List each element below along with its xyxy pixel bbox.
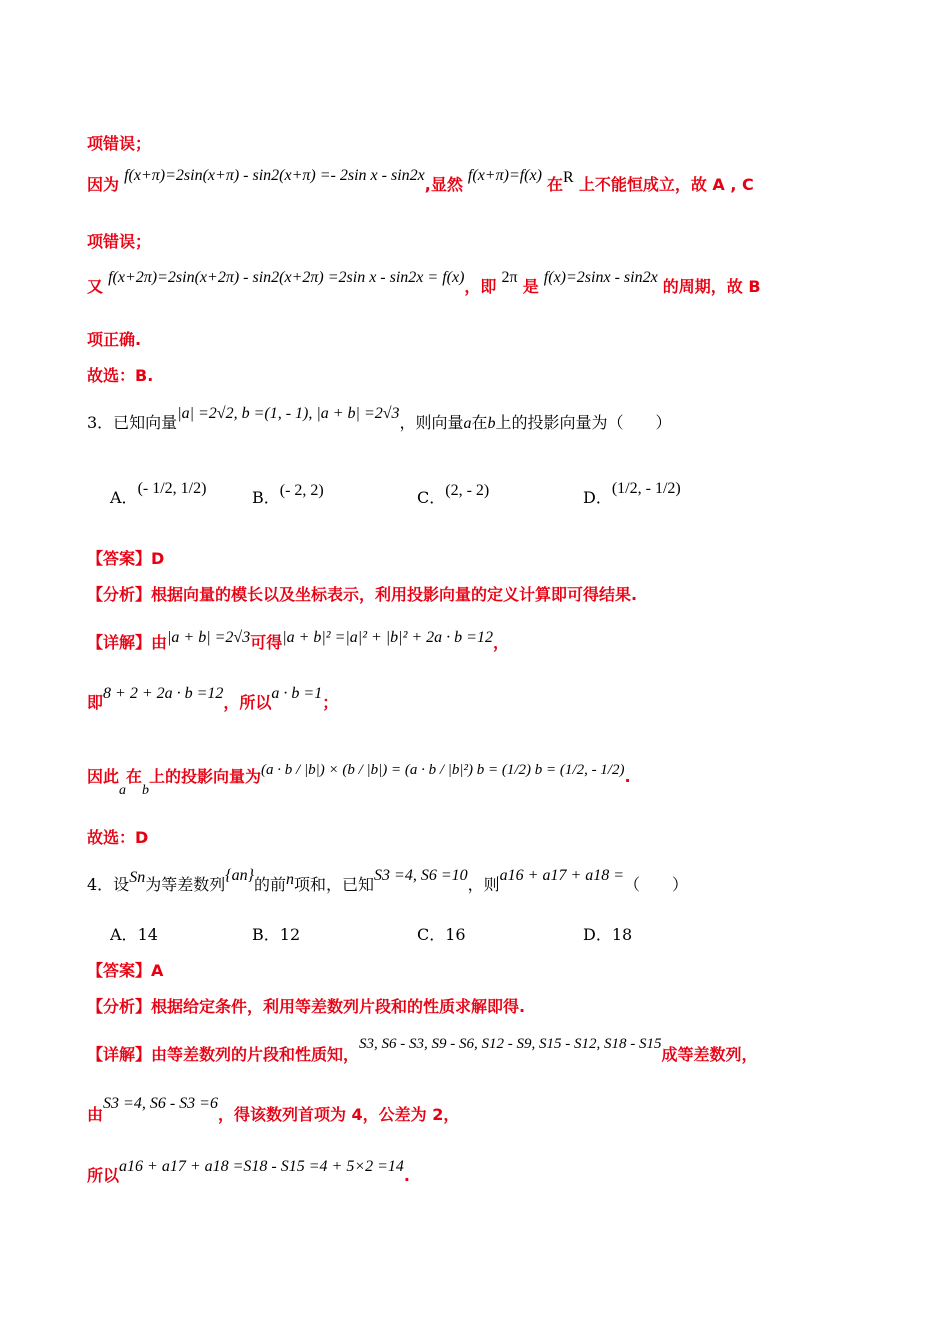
q3-detail-line-2 <box>87 685 890 713</box>
q2-l2-suffix: 上不能恒成立，故 A , C <box>578 175 754 194</box>
q4-option-c <box>417 922 466 945</box>
q2-l2-prefix: 因为 <box>87 175 120 194</box>
q3-l3-mid: 上的投影向量为 <box>149 767 262 786</box>
q4-l2-prefix: 由 <box>87 1105 104 1124</box>
q4-option-a-label: A． <box>110 925 138 944</box>
q3-option-a-value: (- 1/2, 1/2) <box>137 480 207 497</box>
q4-detail-line-3 <box>87 1158 890 1186</box>
q3-option-c-value: (2, - 2) <box>445 482 490 499</box>
q3-option-a-label: A． <box>110 488 138 507</box>
q2-line-5: 项正确. <box>87 330 142 349</box>
q3-l3-on: 在 <box>126 767 143 786</box>
q3-analysis: 【分析】根据向量的模长以及坐标表示，利用投影向量的定义计算即可得结果. <box>87 585 638 604</box>
q4-analysis: 【分析】根据给定条件，利用等差数列片段和的性质求解即得. <box>87 997 526 1016</box>
q4-option-d-label: D． <box>583 925 612 944</box>
q3-answer: 【答案】D <box>87 549 165 568</box>
q2-answer-choice: 故选：B. <box>87 366 154 385</box>
q2-l4-function: f(x)=2sinx - sin2x <box>543 269 658 286</box>
q3-stem-a: a <box>463 415 472 432</box>
q4-option-d-value: 18 <box>611 925 633 944</box>
q3-l2-prefix: 即 <box>87 693 104 712</box>
q4-stem-formula-2: a16 + a17 + a18 = <box>499 867 625 884</box>
q3-stem-formula: |a| =2√2, b =(1, - 1), |a + b| =2√3 <box>177 405 400 422</box>
q3-detail-line-1 <box>87 630 890 653</box>
q3-l3-a: a <box>119 783 127 798</box>
q4-option-c-label: C． <box>417 925 446 944</box>
q4-stem-formula: S3 =4, S6 =10 <box>374 867 468 884</box>
q4-option-d <box>583 922 632 945</box>
q3-stem-end: 上的投影向量为（ ） <box>495 413 672 432</box>
q3-detail-end: ， <box>492 633 509 652</box>
q4-stem-mid3: 项和，已知 <box>294 875 375 894</box>
q3-l2-end: ； <box>322 693 339 712</box>
q3-l2-formula-2: a · b =1 <box>271 685 323 702</box>
q4-option-a <box>110 922 158 945</box>
q2-l2-mid: ,显然 <box>424 175 463 194</box>
q3-detail-formula-1: |a + b| =2√3 <box>167 629 251 646</box>
q3-l3-prefix: 因此 <box>87 767 120 786</box>
q4-l3-prefix: 所以 <box>87 1166 120 1185</box>
q4-detail-prefix: 【详解】由等差数列的片段和性质知， <box>87 1045 360 1064</box>
q2-l2-R: R <box>563 169 574 186</box>
q3-option-d-label: D． <box>583 488 612 507</box>
q2-l2-formula: f(x+π)=2sin(x+π) - sin2(x+π) =- 2sin x - sin2x <box>124 167 425 184</box>
q3-stem-suffix: ，则向量 <box>399 413 464 432</box>
q3-option-d <box>583 480 681 508</box>
q3-stem-b: b <box>487 415 496 432</box>
q4-stem-end: （ ） <box>624 875 689 894</box>
q3-l3-b: b <box>142 783 150 798</box>
q3-l3-end: . <box>624 767 631 786</box>
q3-option-d-value: (1/2, - 1/2) <box>611 480 681 497</box>
q4-stem-an: {an} <box>225 867 254 884</box>
q4-option-c-value: 16 <box>445 925 466 944</box>
q4-detail-line-2 <box>87 1095 890 1125</box>
q4-stem-mid1: 为等差数列 <box>145 875 226 894</box>
q3-option-b-value: (- 2, 2) <box>279 482 324 499</box>
q3-stem <box>87 405 890 433</box>
q3-option-c <box>417 482 490 508</box>
q3-detail-line-3 <box>87 762 890 798</box>
q4-detail-end: 成等差数列， <box>661 1045 758 1064</box>
q3-option-b <box>252 482 324 508</box>
q4-stem-mid2: 的前 <box>254 875 287 894</box>
q4-stem-prefix: 4．设 <box>87 875 130 894</box>
q2-l4-suffix: 的周期，故 B <box>662 277 761 296</box>
q2-l4-is: 是 <box>522 277 539 296</box>
q3-option-c-label: C． <box>417 488 446 507</box>
q3-detail-mid: 可得 <box>250 633 283 652</box>
q3-stem-on: 在 <box>471 413 488 432</box>
q4-detail-line-1 <box>87 1036 890 1065</box>
q2-l4-mid: ，即 <box>464 277 497 296</box>
q4-option-b-label: B． <box>252 925 280 944</box>
q2-l4-period: 2π <box>501 269 518 286</box>
q4-stem-mid4: ，则 <box>467 875 500 894</box>
q3-option-b-label: B． <box>252 488 280 507</box>
q4-detail-formula: S3, S6 - S3, S9 - S6, S12 - S9, S15 - S12, S18 - S15 <box>359 1036 662 1052</box>
q4-l3-formula: a16 + a17 + a18 =S18 - S15 =4 + 5×2 =14 <box>119 1158 404 1175</box>
q2-line-1: 项错误； <box>87 134 152 153</box>
q2-l2-formula-2: f(x+π)=f(x) <box>467 167 542 184</box>
q4-stem-Sn: Sn <box>129 869 146 886</box>
q4-option-b-value: 12 <box>279 925 301 944</box>
q3-l2-mid: ，所以 <box>223 693 272 712</box>
q4-option-a-value: 14 <box>137 925 158 944</box>
q2-l2-in: 在 <box>547 175 564 194</box>
q4-stem <box>87 867 890 895</box>
q2-l4-prefix: 又 <box>87 277 104 296</box>
q4-option-b <box>252 922 300 945</box>
q4-l2-end: ，得该数列首项为 4，公差为 2， <box>217 1105 460 1124</box>
q2-line-4 <box>87 269 890 297</box>
q3-detail-prefix: 【详解】由 <box>87 633 168 652</box>
q4-l3-end: . <box>403 1166 410 1185</box>
q4-answer: 【答案】A <box>87 961 164 980</box>
q2-l4-formula: f(x+2π)=2sin(x+2π) - sin2(x+2π) =2sin x - sin2x = f(x) <box>108 269 465 286</box>
q2-line-2 <box>87 167 890 195</box>
q3-detail-formula-2: |a + b|² =|a|² + |b|² + 2a · b =12 <box>282 629 493 646</box>
q2-line-3: 项错误； <box>87 232 152 251</box>
q3-final-choice: 故选：D <box>87 828 149 847</box>
q4-stem-n: n <box>286 871 295 888</box>
q3-l2-formula-1: 8 + 2 + 2a · b =12 <box>103 685 224 702</box>
q3-stem-prefix: 3．已知向量 <box>87 413 178 432</box>
q3-l3-formula: (a · b / |b|) × (b / |b|) = (a · b / |b|²) b = (1/2) b = (1/2, - 1/2) <box>261 762 625 778</box>
q4-l2-formula: S3 =4, S6 - S3 =6 <box>103 1095 218 1112</box>
q3-option-a <box>110 480 207 508</box>
